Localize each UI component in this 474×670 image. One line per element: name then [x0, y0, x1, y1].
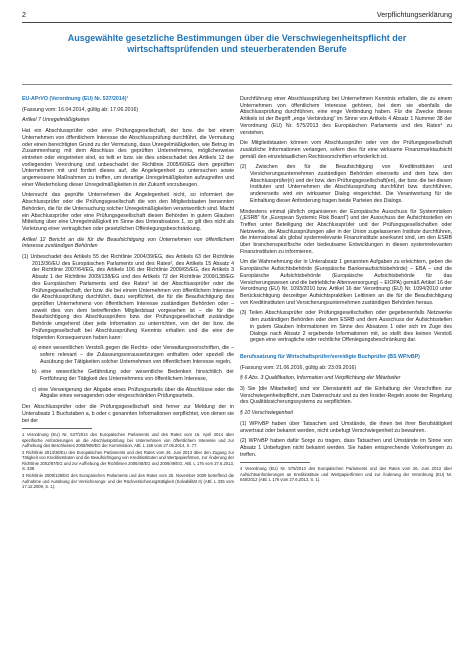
article-12-paragraph: Der Abschlussprüfer oder die Prüfungsgesellschaft sind ferner zur Meldung der in Unterabsatz 1 Buchstaben a, b oder c genannten Informationen verpflichtet, von denen sie bei der	[22, 404, 234, 424]
right-paragraph-3: Mindestens einmal jährlich organisieren der Europäische Ausschuss für Systemrisiken („ESRB“ für „European Systemic Risk Board“) und der Ausschuss der Aufsichtsstellen ein Treffen unter Beteiligung der Abschlussprüfer und der Prüfungsgesellschaften oder Netzwerke, die Abschlussprüfungen aller in der Union zugelassenen Institute durchführen, die international als global systemrelevante Finanzinstitute anerkannt sind, um den ESRB über branchenspezifische oder bedeutsame Entwicklungen in diesen systemrelevanten Finanzinstituten zu informieren.	[240, 208, 452, 255]
running-title: Verpflichtungserklärung	[376, 10, 452, 19]
title-divider	[22, 84, 452, 85]
regulation-heading: EU-APrVO (Verordnung (EU) Nr. 537/2014)¹	[22, 96, 129, 102]
footnote-3: 3 Richtlinie 2009/138/EG des Europäischen Parlaments und des Rates vom 25. November 2009 betreffend die Aufnahme und Ausübung der Versicherungs- und der Rückversicherungstätigkeit (Solvabilität II) (ABl. L 335 vom 17.12.2009, S. 1).	[22, 473, 234, 489]
article-12-sub-a: a) einen wesentlichen Verstoß gegen die Rechts- oder Verwaltungsvorschriften, die – sofern relevant – die Zulassungsvoraussetzungen enthalten oder speziell die Ausübung der Tätigkeiten solcher Unternehmen von öffentlichem Interesse regeln,	[32, 345, 234, 365]
right-paragraph-1: Durchführung einer Abschlussprüfung bei Unternehmen Kenntnis erhalten, die zu einem Unternehmen von öffentlichem Interesse gehören, bei dem sie ebenfalls die Abschlussprüfung durchführen, eine enge Verbindung haben. Für die Zwecke dieses Artikels ist der Begriff „enge Verbindung“ im Sinne von Artikels 4 Absatz 1 Nummer 38 der Verordnung (EU) Nr. 575/2013 des Europäischen Parlaments und des Rates⁴ zu verstehen.	[240, 96, 452, 136]
footnote-divider-right	[240, 462, 310, 463]
header-divider	[22, 22, 452, 23]
right-paragraph-4: Um die Wahrnehmung der in Unterabsatz 1 genannten Aufgaben zu erleichtern, geben die Europäische Aufsichtsbehörde (Europäische Bankenaufsichtsbehörde) – EBA – und die Europäische Aufsichtsbehörde (Europäische Aufsichtsbehörde für das Versicherungswesen und die betriebliche Altersversorgung) – EIOPA) gemäß Artikel 16 der Verordnung (EU) Nr. 1093/2010 bzw. Artikel 16 der Verordnung (EU) Nr. 1094/2010 unter Berücksichtigung derzeitiger Aufsichtspraktiken Leitlinien an die für die Beaufsichtigung von Kreditinstituten und Versicherungsunternehmen zuständigen Behörden heraus.	[240, 259, 452, 306]
left-column	[22, 96, 234, 491]
berufssatzung-heading: Berufssatzung für Wirtschaftsprüfer/vereidigte Buchprüfer (BS WP/vBP)	[240, 353, 420, 360]
section-6-title: § 6 Abs. 3 Qualifikation, Information und Verpflichtung der Mitarbeiter	[240, 375, 401, 382]
right-column	[240, 96, 452, 484]
article-7-paragraph-2: Untersucht das geprüfte Unternehmen die Angelegenheit nicht, so informiert der Abschlussprüfer oder die Prüfungsgesellschaft die von den Mitgliedstaaten benannten Behörden, die für die Untersuchung solcher Unregelmäßigkeiten verantwortlich sind. Macht ein Abschlussprüfer oder eine Prüfungsgesellschaft diesen Behörden in gutem Glauben Mitteilung über eine Unregelmäßigkeit im Sinne des Unterabsatzes 1, so gilt dies nicht als Verletzung einer vertraglichen oder gesetzlichen Offenlegungsbeschränkung.	[22, 192, 234, 232]
article-7-title: Artikel 7 Unregelmäßigkeiten	[22, 117, 90, 124]
footnote-1: 1 Verordnung (EU) Nr. 537/2014 des Europäischen Parlaments und des Rates vom 16. April 2014 über spezifische Anforderungen an die Abschlussprüfung bei Unternehmen von öffentlichem Interesse und zur Aufhebung des Beschlusses 2005/909/EG der Kommission, ABl. L 158 vom 27.05.2014, S. 77.	[22, 432, 234, 448]
article-12-sub-b: b) eine wesentliche Gefährdung oder wesentliche Bedenken hinsichtlich der Fortführung der Tätigkeit des Unternehmens von öffentlichem Interesse,	[32, 369, 234, 383]
article-7-paragraph-1: Hat ein Abschlussprüfer oder eine Prüfungsgesellschaft, der bzw. die bei einem Unternehmen von öffentlichem Interesse die Abschlussprüfung durchführt, die Vermutung oder einen berechtigten Grund zu der Vermutung, dass Unregelmäßigkeiten, wie Betrug im Zusammenhang mit dem Abschluss des geprüften Unternehmens, möglicherweise eintreten oder eingetreten sind, so teilt er bzw. sie dies unbeschadet des Artikels 12 der vorliegenden Verordnung und unbeschadet der Richtlinie 2005/60/EG dem geprüften Unternehmen mit und fordert dieses auf, die Angelegenheit zu untersuchen sowie angemessene Maßnahmen zu treffen, um derartige Unregelmäßigkeiten aufzugreifen und einer Wiederholung dieser Unregelmäßigkeiten in der Zukunft vorzubeugen.	[22, 128, 234, 188]
article-12-title: Artikel 12 Bericht an die für die Beaufsichtigung von Unternehmen von öffentlichem Interesse zuständigen Behörden	[22, 236, 234, 250]
page-header	[22, 10, 452, 22]
section-10-item-1: (1) WP/vBP haben über Tatsachen und Umstände, die ihnen bei ihrer Berufstätigkeit anvertraut oder bekannt werden, nicht unbefugt Verschwiegenheit zu bewahren.	[240, 420, 452, 434]
right-paragraph-2: Die Mitgliedstaaten können vom Abschlussprüfer oder von der Prüfungsgesellschaft zusätzliche Informationen verlangen, sofern dies für eine wirksame Finanzmarktaufsicht gemäß den einzelstaatlichen Rechtsvorschriften erforderlich ist.	[240, 140, 452, 160]
page-number: 2	[22, 10, 26, 19]
article-12-sub-c: c) eine Verweigerung der Abgabe eines Prüfungsurteils über die Abschlüsse oder die Abgabe eines versagenden oder eingeschränkten Prüfungsurteils.	[32, 386, 234, 400]
section-6-text: 3) Sie [die Mitarbeiter] sind vor Dienstantritt auf die Einhaltung der Vorschriften zur Verschwiegenheitspflicht, zum Datenschutz und zu den Insider-Regeln sowie der Regelung des Qualitätssicherungssystems zu verpflichten.	[240, 386, 452, 406]
berufssatzung-dates: (Fassung vom: 21.06.2016, gültig ab: 23.09.2016)	[240, 364, 357, 371]
document-title: Ausgewählte gesetzliche Bestimmungen über die Verschwiegenheitspflicht der wirtschaftsprüfenden und steuerberatenden Berufe	[67, 33, 407, 54]
footnote-4: 4 Verordnung (EU) Nr. 575/2013 des Europäischen Parlaments und des Rates vom 26. Juni 2013 über Aufsichtsanforderungen an Kreditinstitute und Wertpapierfirmen und zur Änderung der Verordnung (EU) Nr. 648/2012 (ABl. L 176 vom 27.6.2013, S. 1).	[240, 466, 452, 482]
section-10-item-2: (2) WP/vBP haben dafür Sorge zu tragen, dass Tatsachen und Umstände im Sinne von Absatz 1 Unbefugten nicht bekannt werden. Sie haben entsprechende Vorkehrungen zu treffen.	[240, 438, 452, 458]
regulation-dates: (Fassung vom: 16.04.2014, gültig ab: 17.06.2016)	[22, 106, 139, 113]
article-12-item-3: (3) Teilen Abschlussprüfer oder Prüfungsgesellschaften oder gegebenenfalls Netzwerke den zuständigen Behörden oder dem ESRB und dem Ausschuss der Aufsichtsstellen in gutem Glauben Informationen im Sinne des Absatzes 1 oder sich im Zuge des Dialogs nach Absatz 2 ergebende Informationen mit, so stellt dies keinen Verstoß gegen eine vertragliche oder rechtliche Offenlegungsbeschränkung dar.	[240, 310, 452, 344]
footnote-divider	[22, 428, 92, 429]
section-10-title: § 10 Verschwiegenheit	[240, 410, 293, 417]
footnote-2: 2 Richtlinie 2013/36/EU des Europäischen Parlaments und des Rates vom 26. Juni 2013 über den Zugang zur Tätigkeit von Kreditinstituten und die Beaufsichtigung von Kreditinstituten und Wertpapierfirmen, zur Änderung der Richtlinie 2002/87/EG und zur Aufhebung der Richtlinien 2006/48/EG und 2006/49/EG, ABl. L 176 vom 27.6.2013, S. 338.	[22, 450, 234, 472]
article-12-item-2: (2) Zwischen den für die Beaufsichtigung von Kreditinstituten und Versicherungsunternehmen zuständigen Behörden einerseits und dem bzw. den Abschlussprüfer(n) und der bzw. den Prüfungsgesellschaft(en), der bzw. die bei diesen Instituten und Unternehmen die Abschlussprüfung durchführt bzw. durchführen, andererseits wird ein wirksamer Dialog eingerichtet. Die Verantwortung für die Einhaltung dieser Anforderung tragen beide Parteien des Dialogs.	[240, 164, 452, 204]
article-12-item-1: (1) Unbeschadet des Artikels 55 der Richtlinie 2004/39/EG, des Artikels 63 der Richtlinie 2013/36/EU des Europäischen Parlaments und des Rates², des Artikels 15 Absatz 4 der Richtlinie 2007/64/EG, des Artikels 106 der Richtlinie 2009/65/EG, des Artikels 3 Absatz 1 der Richtlinie 2009/138/EG und des Artikels 72 der Richtlinie 2009/138/EG des Europäischen Parlaments und des Rates³ ist der Abschlussprüfer oder die Prüfungsgesellschaft, der bzw. die bei einem Unternehmen von öffentlichem Interesse die Abschlussprüfung durchführt, dazu verpflichtet, die für die Beaufsichtigung des geprüften Unternehmens von öffentlichem Interesse zuständigen Behörden oder – soweit dies von dem betreffenden Mitgliedstaat vorgesehen ist – die für die Beaufsichtigung des Abschlussprüfers bzw. der Prüfungsgesellschaft zuständige Behörde umgehend über jede Information zu unterrichten, von der der bzw. die Prüfungsgesellschaft bei Abschlussprüfung Kenntnis erhalten und die eine der folgenden Konsequenzen haben kann:	[22, 254, 234, 341]
